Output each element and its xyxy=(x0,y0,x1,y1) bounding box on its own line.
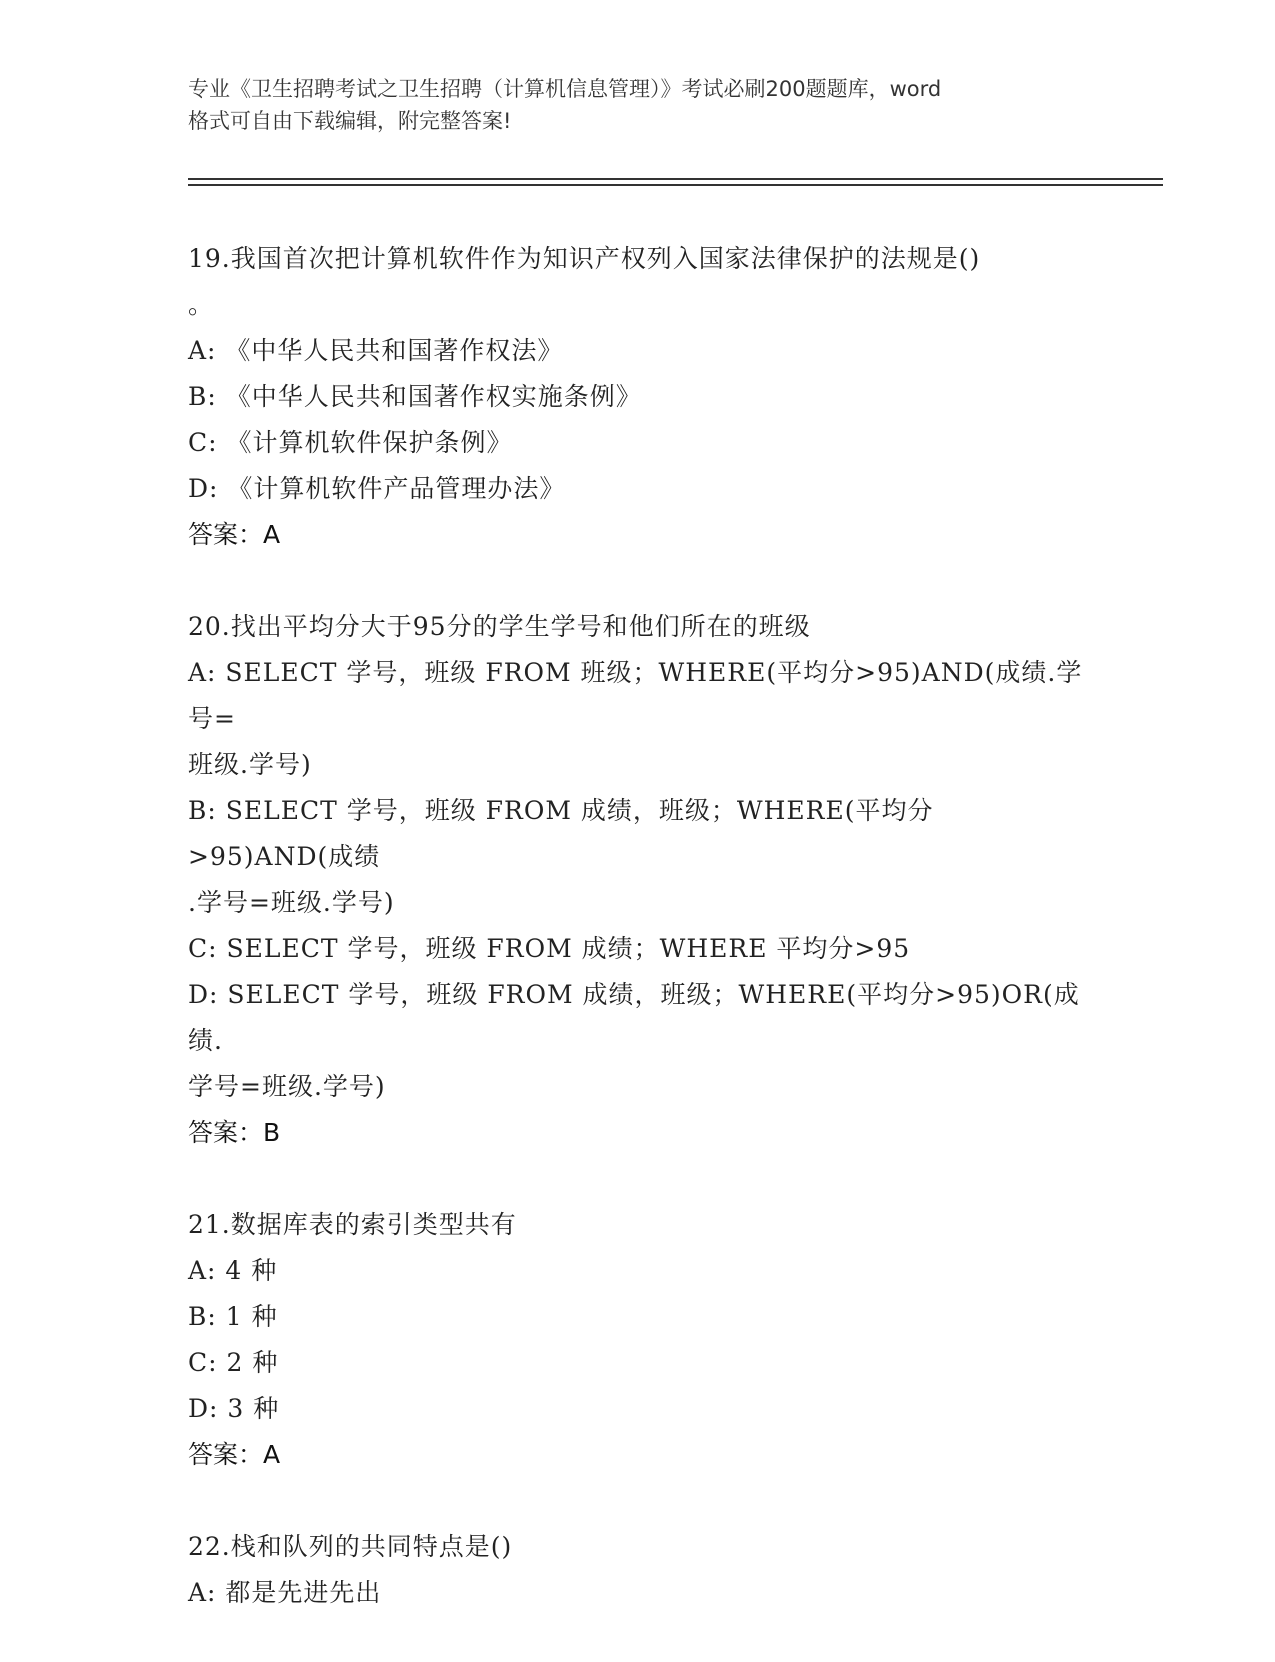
option-d-continuation: 学号=班级.学号) xyxy=(188,1072,386,1101)
question-19 xyxy=(188,236,1088,558)
option-d: D: 3 种 xyxy=(188,1394,280,1423)
header-line-1: 专业《卫生招聘考试之卫生招聘（计算机信息管理）》考试必刷200题题库，word xyxy=(188,77,942,101)
option-a: A: 《中华人民共和国著作权法》 xyxy=(188,336,564,365)
question-list xyxy=(188,236,1088,1662)
option-a-continuation: 班级.学号) xyxy=(188,750,312,779)
question-21 xyxy=(188,1202,1088,1478)
header-divider-top xyxy=(188,178,1163,180)
question-stem: 21.数据库表的索引类型共有 xyxy=(188,1210,517,1239)
question-stem: 20.找出平均分大于95分的学生学号和他们所在的班级 xyxy=(188,612,811,641)
answer-label: 答案：A xyxy=(188,520,281,549)
option-b: B: 《中华人民共和国著作权实施条例》 xyxy=(188,382,642,411)
option-d: D: 《计算机软件产品管理办法》 xyxy=(188,474,566,503)
question-stem: 22.栈和队列的共同特点是() xyxy=(188,1532,513,1561)
question-20 xyxy=(188,604,1088,1156)
option-b: B: 1 种 xyxy=(188,1302,278,1331)
question-stem: 19.我国首次把计算机软件作为知识产权列入国家法律保护的法规是() xyxy=(188,244,981,273)
option-a: A: SELECT 学号，班级 FROM 班级；WHERE(平均分>95)AND(成绩.学号= xyxy=(188,658,1083,733)
option-b: B: SELECT 学号，班级 FROM 成绩，班级；WHERE(平均分>95)AND(成绩 xyxy=(188,796,934,871)
page-header xyxy=(188,73,1088,137)
option-c: C: 2 种 xyxy=(188,1348,279,1377)
option-c: C: SELECT 学号，班级 FROM 成绩；WHERE 平均分>95 xyxy=(188,934,911,963)
option-d: D: SELECT 学号，班级 FROM 成绩，班级；WHERE(平均分>95)OR(成绩. xyxy=(188,980,1080,1055)
option-b-continuation: .学号=班级.学号) xyxy=(188,888,395,917)
option-a: A: 都是先进先出 xyxy=(188,1578,382,1607)
option-c: C: 《计算机软件保护条例》 xyxy=(188,428,513,457)
question-stem-continuation: 。 xyxy=(188,290,215,319)
option-a: A: 4 种 xyxy=(188,1256,278,1285)
header-line-2: 格式可自由下载编辑，附完整答案! xyxy=(188,109,512,133)
header-divider-bottom xyxy=(188,184,1163,186)
question-22 xyxy=(188,1524,1088,1616)
answer-label: 答案：A xyxy=(188,1440,281,1469)
answer-label: 答案：B xyxy=(188,1118,281,1147)
